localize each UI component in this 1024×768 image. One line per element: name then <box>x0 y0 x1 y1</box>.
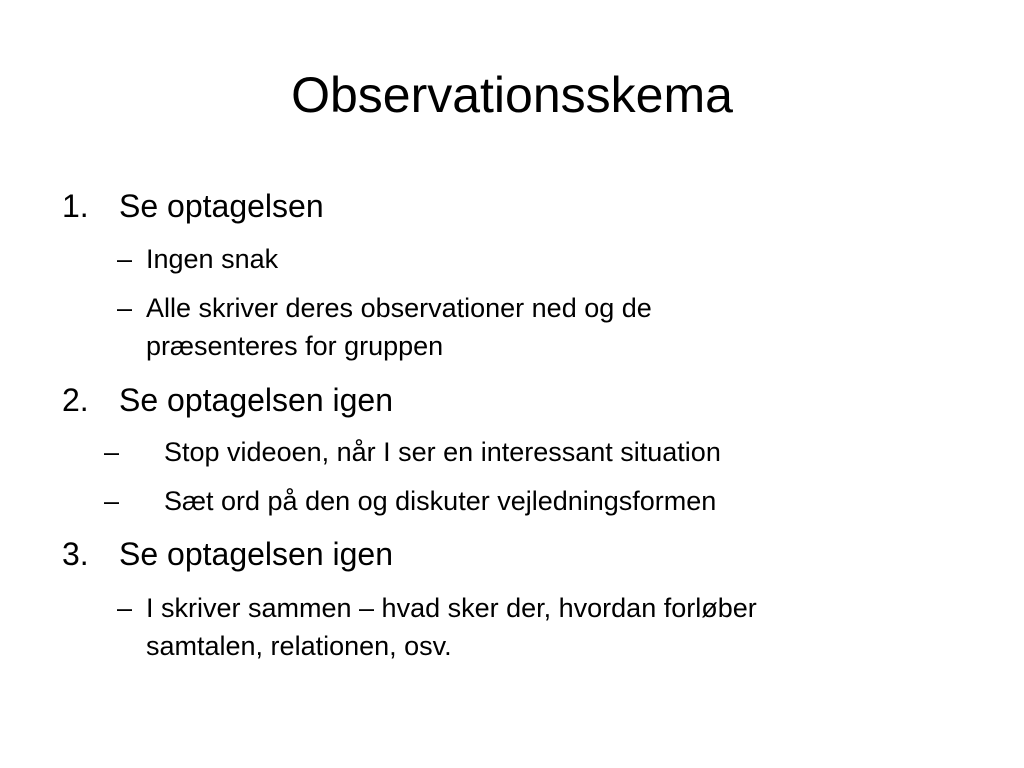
list-item-1 <box>0 186 1024 226</box>
sub-item-line: samtalen, relationen, osv. <box>146 631 452 661</box>
sub-item-text <box>146 289 652 365</box>
sub-item-3-1 <box>0 589 1024 665</box>
list-item-text: Se optagelsen igen <box>119 382 393 418</box>
dash-bullet: – <box>117 593 133 623</box>
list-item-2 <box>0 380 1024 420</box>
sub-item-1-1 <box>0 240 1024 278</box>
sub-item-line: I skriver sammen – hvad sker der, hvordan forløber <box>146 593 757 623</box>
list-number: 2. <box>62 382 89 418</box>
sub-item-text <box>146 589 757 665</box>
sub-item-line: Alle skriver deres observationer ned og de <box>146 293 652 323</box>
sub-item-1-2 <box>0 289 1024 365</box>
list-item-text: Se optagelsen <box>119 188 324 224</box>
list-item-3 <box>0 534 1024 574</box>
sub-item-2-1 <box>0 433 1024 471</box>
sub-item-2-2 <box>0 482 1024 520</box>
dash-bullet: – <box>104 437 120 467</box>
sub-item-text: Ingen snak <box>146 244 279 274</box>
dash-bullet: – <box>117 244 133 274</box>
sub-item-text: Sæt ord på den og diskuter vejledningsformen <box>164 486 717 516</box>
sub-item-text: Stop videoen, når I ser en interessant situation <box>164 437 721 467</box>
list-number: 3. <box>62 536 89 572</box>
sub-item-line: præsenteres for gruppen <box>146 331 444 361</box>
slide-title: Observationsskema <box>291 67 733 123</box>
list-item-text: Se optagelsen igen <box>119 536 393 572</box>
dash-bullet: – <box>117 293 133 323</box>
dash-bullet: – <box>104 486 120 516</box>
list-number: 1. <box>62 188 89 224</box>
